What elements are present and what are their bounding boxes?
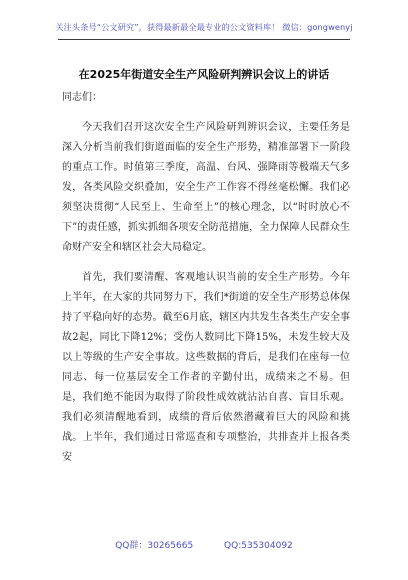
paragraph-1: 今天我们召开这次安全生产风险研判辨识会议，主要任务是深入分析当前我们街道面临的安全生产形势，精准部署下一阶段的重点工作。时值第三季度，高温、台风、强降雨等极端天气多发，各类风险交织叠加，安全生产工作容不得丝毫松懈。我们必须坚决贯彻“人民至上、生命至上”的核心理念，以“时时放心不下”的责任感，抓实抓细各项安全防范措施，全力保障人民群众生命财产安全和辖区社会大局稳定。 [62,122,350,253]
footer-qq-group: QQ群：30265665 [115,541,194,551]
header-promo-note: 关注头条号“公文研究”，获得最新最全最专业的公文资料库！ 微信：gongwenyj [55,22,353,32]
document-body [62,88,350,478]
salutation: 同志们： [62,92,102,103]
document-title: 在2025年街道安全生产风险研判辨识会议上的讲话 [78,68,330,81]
footer-contact [0,538,408,551]
paragraph-2: 首先，我们要清醒、客观地认识当前的安全生产形势。今年上半年，在大家的共同努力下，我们*街道的安全生产形势总体保持了平稳向好的态势。截至6月底，辖区内共发生各类生产安全事故2起，同比下降12%；受伤人数同比下降15%，未发生较大及以上等级的生产安全事故。这些数据的背后，是我们在座每一位同志、每一位基层安全工作者的辛勤付出，成绩来之不易。但是，我们绝不能因为取得了阶段性成效就沾沾自喜、盲目乐观。我们必须清醒地看到，成绩的背后依然潜藏着巨大的风险和挑战。上半年，我们通过日常巡查和专项整治，共排查并上报各类安 [62,272,350,463]
header-divider [58,39,350,40]
footer-qq: QQ:535304092 [224,541,293,551]
